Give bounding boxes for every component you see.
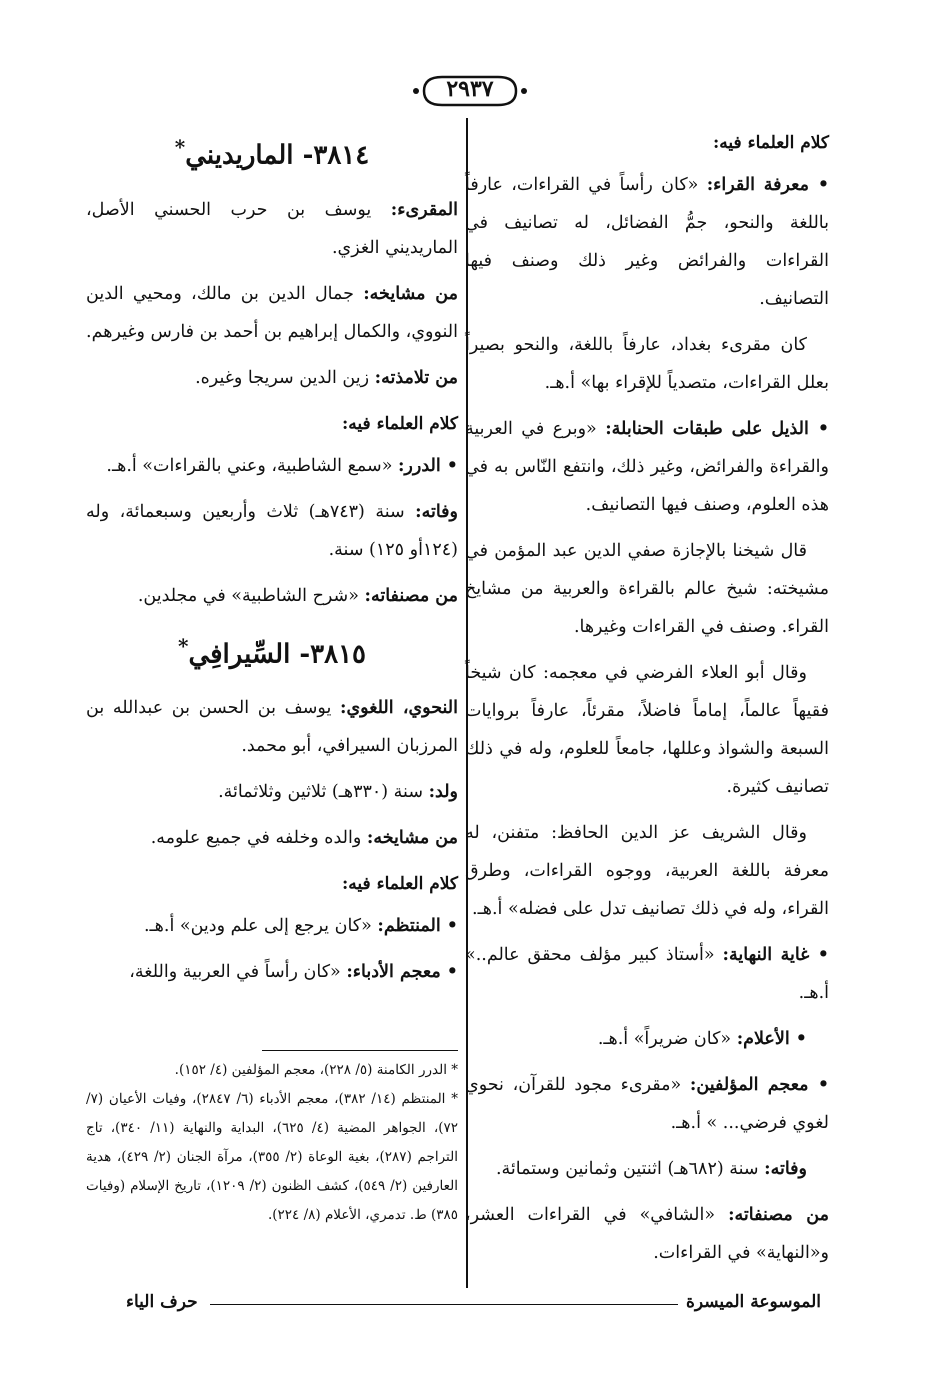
footnote-rule	[262, 1050, 458, 1051]
section-heading: كلام العلماء فيه:	[713, 133, 829, 153]
footer-chapter: حرف الياء	[118, 1292, 206, 1312]
right-column	[465, 124, 829, 1280]
paragraph: قال شيخنا بالإجازة صفي الدين عبد المؤمن في مشيخته: شيخ عالم بالقراءة والعربية من مشايخ القراء. وصنف في القراءات وغيرها.	[465, 541, 829, 637]
footer-rule	[210, 1304, 720, 1305]
footnote: * المنتظم (١٤/ ٣٨٢)، معجم الأدباء (٦/ ٢٨٤٧)، وفيات الأعيان (٧/ ٧٢)، الجواهر المضية (٤/ ٦٢٥)، البداية والنهاية (١١/ ٣٤٠)، تاج التراجم (٢٨٧)، بغية الوعاة (٢/ ٣٥٥)، مرآة الجنان (٢/ ٤٢٩)، هدية العارفين (٢/ ٥٤٩)، كشف الظنون (٢/ ١٢٠٩)، تاريخ الإسلام (وفيات ٣٨٥) ط. تدمري، الأعلام (٨/ ٢٢٤).	[86, 1091, 459, 1223]
paragraph: وقال الشريف عز الدين الحافظ: متفنن، له معرفة باللغة العربية، ووجوه القراءات، وطرق القراء، وله في ذلك تصانيف تدل على فضله» أ.هـ.	[465, 823, 829, 919]
paragraph: • معرفة القراء: «كان رأساً في القراءات، عارفاً باللغة والنحو، جمُّ الفضائل، له تصانيف في القراءات والفرائض وغير ذلك وصنف فيها التصانيف.	[465, 175, 830, 309]
paragraph: وقال أبو العلاء الفرضي في معجمه: كان شيخاً فقيهاً عالماً، إماماً فاضلاً، مقرئاً، عارفاً بروايات السبعة والشواذ وعللها، جامعاً للعلوم، وله في ذلك تصانيف كثيرة.	[465, 663, 829, 797]
paragraph: من تلامذته: زين الدين سريجا وغيره.	[195, 367, 458, 388]
footer-book-title: الموسوعة الميسرة	[678, 1292, 829, 1312]
section-heading: كلام العلماء فيه:	[342, 413, 458, 434]
paragraph: كان مقرىء بغداد، عارفاً باللغة، والنحو بصيراً بعلل القراءات، متصدياً للإقراء بها» أ.هـ.	[465, 335, 829, 393]
paragraph: من مصنفاته: «الشافي» في القراءات العشر، و«النهاية» في القراءات.	[465, 1205, 829, 1263]
footnotes	[86, 1056, 458, 1230]
paragraph: • معجم الأدباء: «كان رأساً في العربية واللغة،	[129, 962, 458, 983]
footnote: * الدرر الكامنة (٥/ ٢٢٨)، معجم المؤلفين (٤/ ١٥٢).	[174, 1062, 458, 1078]
left-column	[86, 124, 458, 999]
page-number-ornament	[0, 74, 933, 108]
paragraph: ولد: سنة (٣٣٠هـ) ثلاثين وثلاثمائة.	[218, 782, 458, 803]
paragraph: من مشايخه: والده وخلفه في جميع علومه.	[150, 828, 458, 849]
paragraph: من مشايخه: جمال الدين بن مالك، ومحيي الدين النووي، والكمال إبراهيم بن أحمد بن فارس وغيرهم.	[86, 283, 458, 342]
paragraph: النحوي، اللغوي: يوسف بن الحسن بن عبدالله بن المرزبان السيرافي، أبو محمد.	[86, 698, 458, 757]
paragraph: وفاته: سنة (٦٨٢هـ) اثنتين وثمانين وستمائة.	[495, 1159, 807, 1179]
paragraph: • الدرر: «سمع الشاطبية، وعني بالقراءات» أ.هـ.	[106, 455, 458, 476]
entry-title: ٣٨١٥- السِّيرافِي*	[177, 633, 367, 670]
paragraph: • المنتظم: «كان يرجع إلى علم ودين» أ.هـ.	[143, 916, 458, 937]
paragraph: • معجم المؤلفين: «مقرىء مجود للقرآن، نحوي لغوي فرضي... » أ.هـ.	[465, 1075, 829, 1133]
paragraph: المقرىء: يوسف بن حرب الحسني الأصل، الماريديني الغزي.	[86, 199, 458, 258]
entry-title: ٣٨١٤- الماريديني*	[174, 135, 370, 171]
paragraph: • غاية النهاية: «أستاذ كبير مؤلف محقق عالم..» أ.هـ.	[465, 945, 829, 1003]
page-number: ٢٩٣٧	[446, 76, 494, 102]
paragraph: وفاته: سنة (٧٤٣هـ) ثلاث وأربعين وسبعمائة، وله (١٢٤أو ١٢٥) سنة.	[86, 501, 458, 560]
section-heading: كلام العلماء فيه:	[342, 874, 458, 895]
paragraph: • الذيل على طبقات الحنابلة: «وبرع في العربية والقراءة والفرائض، وغير ذلك، وانتفع النّاس به في هذه العلوم، وصنف فيها التصانيف.	[465, 419, 830, 515]
paragraph: من مصنفاته: «شرح الشاطبية» في مجلدين.	[137, 585, 458, 606]
paragraph: • الأعلام: «كان ضريراً» أ.هـ.	[597, 1029, 807, 1049]
